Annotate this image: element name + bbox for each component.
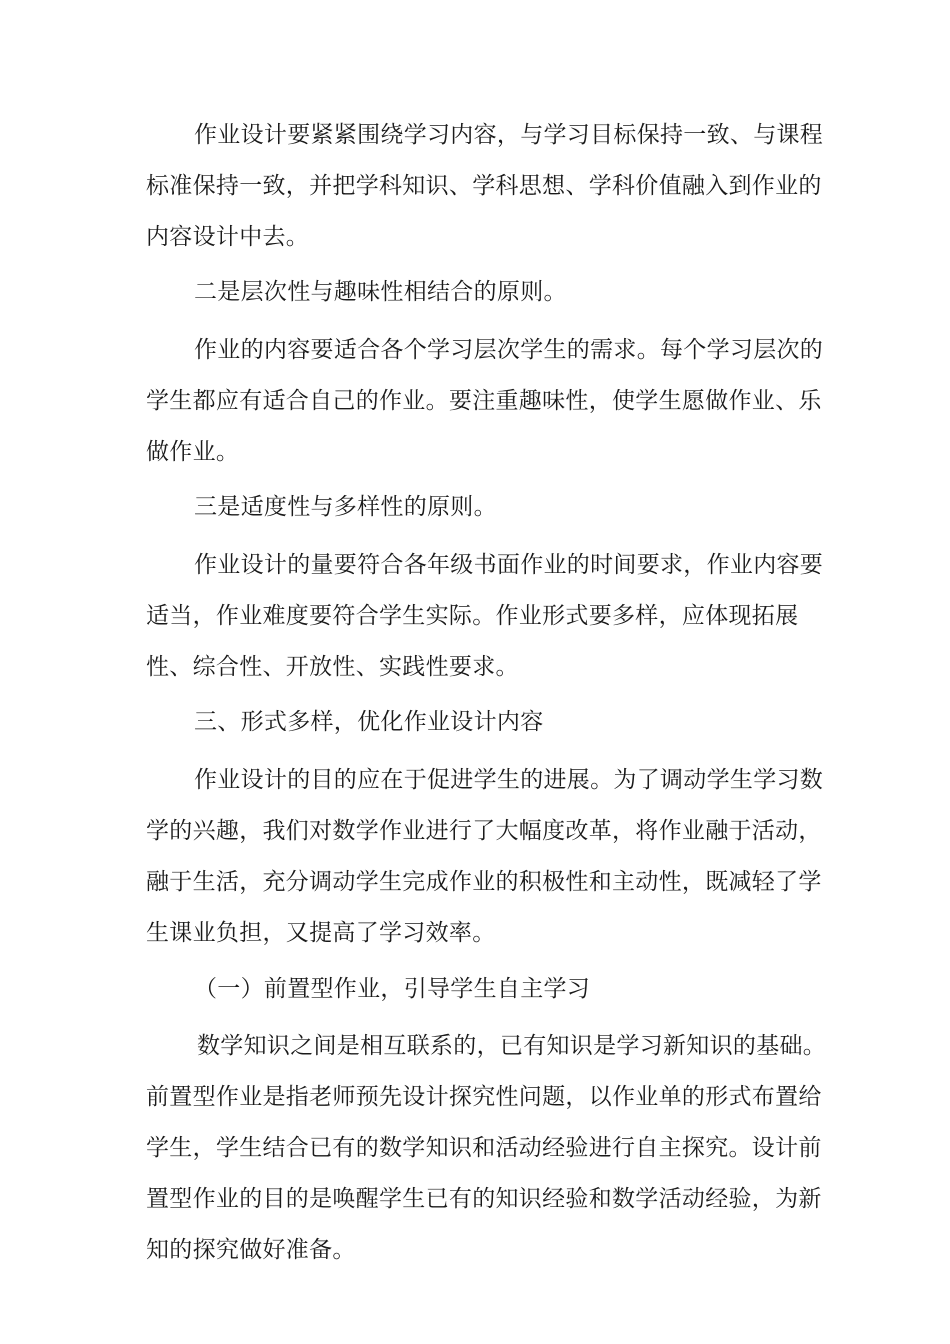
section-heading: 三、形式多样，优化作业设计内容	[194, 709, 544, 735]
paragraph-line: 作业的内容要适合各个学习层次学生的需求。每个学习层次的	[194, 337, 824, 363]
paragraph-line: 标准保持一致，并把学科知识、学科思想、学科价值融入到作业的	[146, 173, 822, 199]
paragraph-line: 前置型作业是指老师预先设计探究性问题，以作业单的形式布置给	[146, 1084, 822, 1110]
paragraph-line: 学的兴趣，我们对数学作业进行了大幅度改革，将作业融于活动，	[146, 818, 822, 844]
paragraph-line: 性、综合性、开放性、实践性要求。	[146, 654, 519, 680]
paragraph-line: 作业设计要紧紧围绕学习内容，与学习目标保持一致、与课程	[194, 122, 824, 148]
paragraph-line: 做作业。	[146, 439, 240, 465]
paragraph-line: 适当，作业难度要符合学生实际。作业形式要多样，应体现拓展	[146, 603, 799, 629]
paragraph-line: 数学知识之间是相互联系的，已有知识是学习新知识的基础。	[197, 1033, 827, 1059]
subsection-heading: （一）前置型作业，引导学生自主学习	[194, 976, 591, 1002]
paragraph-line: 融于生活，充分调动学生完成作业的积极性和主动性，既减轻了学	[146, 869, 822, 895]
paragraph-line: 作业设计的量要符合各年级书面作业的时间要求，作业内容要	[194, 552, 824, 578]
paragraph-line: 学生都应有适合自己的作业。要注重趣味性，使学生愿做作业、乐	[146, 388, 822, 414]
paragraph-line: 学生，学生结合已有的数学知识和活动经验进行自主探究。设计前	[146, 1135, 822, 1161]
paragraph-line: 置型作业的目的是唤醒学生已有的知识经验和数学活动经验，为新	[146, 1186, 822, 1212]
paragraph-line: 生课业负担，又提高了学习效率。	[146, 920, 496, 946]
paragraph-line: 知的探究做好准备。	[146, 1237, 356, 1263]
section-heading: 三是适度性与多样性的原则。	[194, 494, 497, 520]
paragraph-line: 作业设计的目的应在于促进学生的进展。为了调动学生学习数	[194, 767, 824, 793]
paragraph-line: 内容设计中去。	[146, 224, 310, 250]
section-heading: 二是层次性与趣味性相结合的原则。	[194, 279, 567, 305]
